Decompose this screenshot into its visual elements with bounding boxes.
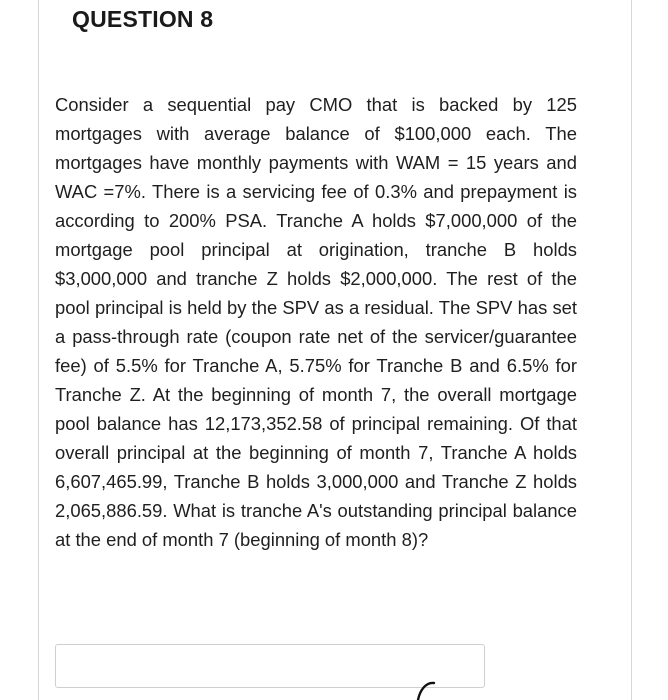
question-title: QUESTION 8: [72, 6, 214, 32]
question-text: Consider a sequential pay CMO that is backed by 125 mortgages with average balance of $100,000 each. The mortgages have monthly payments with WAM = 15 years and WAC =7%. There is a servicing fee of 0.3% and prepayment is according to 200% PSA. Tranche A holds $7,000,000 of the mortgage pool principal at origination, tranche B holds $3,000,000 and tranche Z holds $2,000,000. The rest of the pool principal is held by the SPV as a residual. The SPV has set a pass-through rate (coupon rate net of the servicer/guarantee fee) of 5.5% for Tranche A, 5.75% for Tranche B and 6.5% for Tranche Z. At the beginning of month 7, the overall mortgage pool balance has 12,173,352.58 of principal remaining. Of that overall principal at the beginning of month 7, Tranche A holds 6,607,465.99, Tranche B holds 3,000,000 and Tranche Z holds 2,065,886.59. What is tranche A's outstanding principal balance at the end of month 7 (beginning of month 8)?: [55, 94, 577, 550]
handwritten-mark: [412, 678, 442, 700]
